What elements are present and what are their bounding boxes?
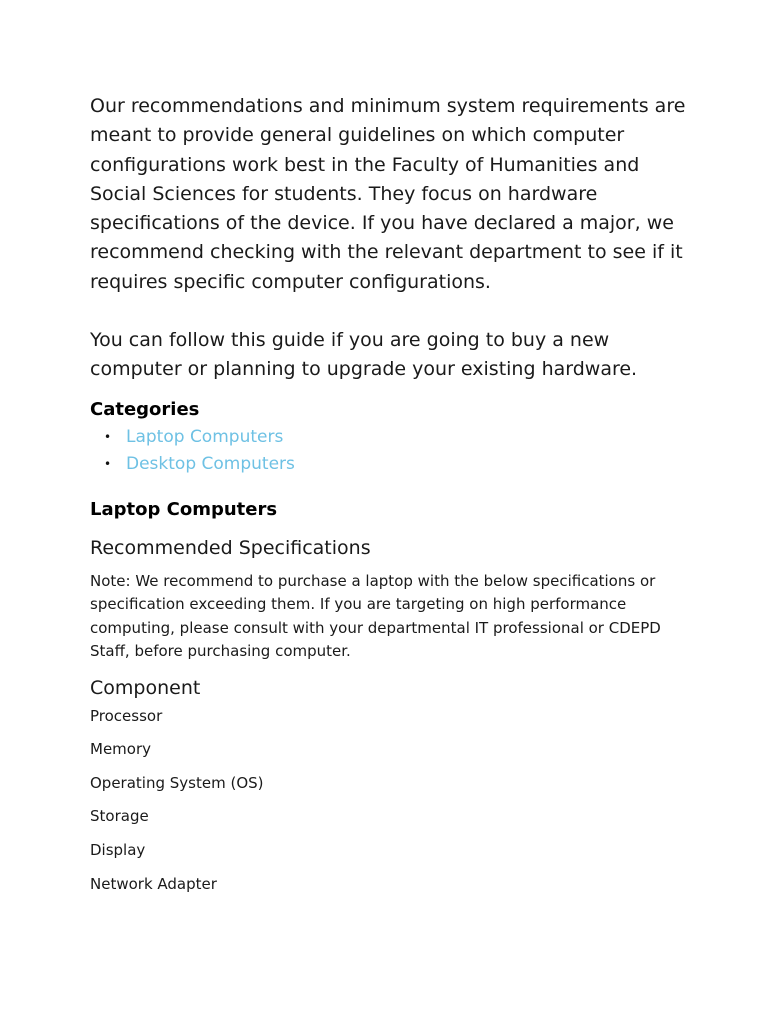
category-item-laptop (104, 424, 690, 451)
component-item-display: Display (90, 841, 146, 860)
intro-paragraph-1: Our recommendations and minimum system requirements are meant to provide general guidelines on which computer configurations work best in the Faculty of Humanities and Social Sciences for students. They focus on hardware specifications of the device. If you have declared a major, we recommend checking with the relevant department to see if it requires specific computer configurations. (90, 95, 686, 293)
component-list (90, 706, 690, 894)
component-item-processor: Processor (90, 706, 163, 725)
desktop-computers-link[interactable]: Desktop Computers (126, 453, 295, 474)
laptop-computers-link[interactable]: Laptop Computers (126, 426, 284, 447)
laptop-computers-heading: Laptop Computers (90, 498, 278, 520)
category-item-desktop (104, 451, 690, 478)
component-item-memory: Memory (90, 740, 152, 759)
component-item-network-adapter: Network Adapter (90, 874, 217, 893)
article-content (90, 92, 690, 907)
component-heading: Component (90, 676, 201, 699)
categories-list (90, 424, 690, 478)
categories-heading: Categories (90, 398, 200, 420)
component-item-os: Operating System (OS) (90, 773, 264, 792)
recommendation-note: Note: We recommend to purchase a laptop with the below specifications or specification exceeding them. If you are targeting on high performance computing, please consult with your departmental IT professional or CDEPD Staff, before purchasing computer. (90, 571, 661, 661)
bullet-icon: • (104, 429, 112, 444)
bullet-icon: • (104, 456, 112, 471)
recommended-specifications-heading: Recommended Specifications (90, 536, 371, 559)
intro-paragraph-2: You can follow this guide if you are going to buy a new computer or planning to upgrade your existing hardware. (90, 329, 638, 381)
component-item-storage: Storage (90, 807, 149, 826)
